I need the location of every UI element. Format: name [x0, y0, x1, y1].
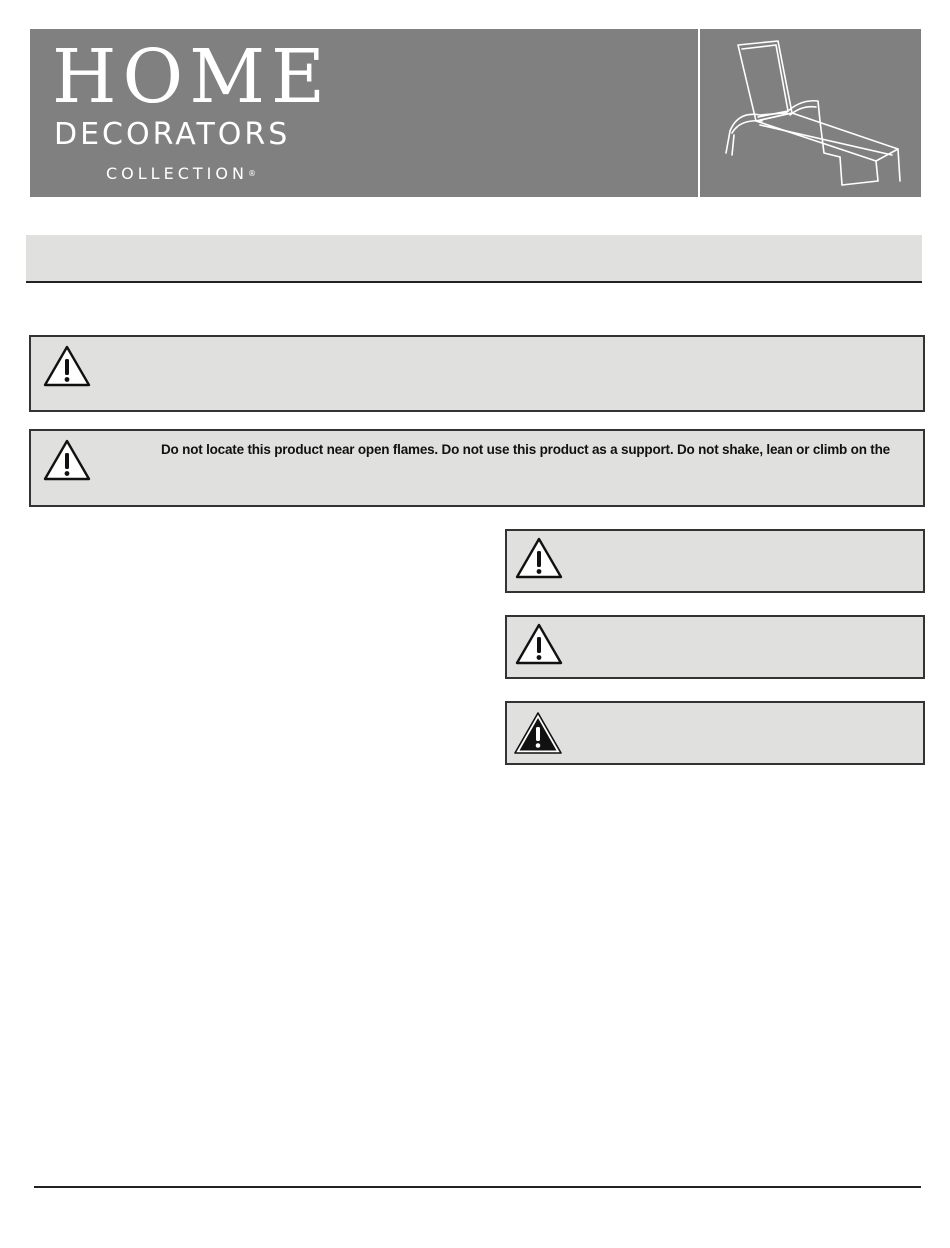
warning-box-3	[505, 529, 925, 593]
warning-box-4	[505, 615, 925, 679]
warning-box-1	[29, 335, 925, 412]
brand-logo-collection	[106, 165, 256, 183]
product-image	[700, 29, 921, 197]
warning-text-2: Do not locate this product near open flames. Do not use this product as a support. Do not shake, lean or climb on the	[161, 442, 890, 457]
brand-banner	[30, 29, 698, 197]
chaise-lounge-icon	[700, 29, 921, 197]
warning-triangle-icon	[515, 623, 563, 670]
warning-box-2	[29, 429, 925, 507]
footer-divider	[34, 1186, 921, 1188]
warning-triangle-icon	[515, 537, 563, 584]
registered-mark: ®	[247, 169, 256, 178]
brand-logo-decorators: DECORATORS	[54, 117, 291, 152]
warning-triangle-filled-icon	[513, 711, 563, 760]
brand-logo-home: HOME	[52, 34, 331, 120]
warning-triangle-icon	[43, 439, 91, 486]
document-title-bar	[26, 235, 922, 283]
warning-box-5	[505, 701, 925, 765]
brand-logo-collection-text: COLLECTION	[106, 164, 248, 183]
warning-triangle-icon	[43, 345, 91, 392]
